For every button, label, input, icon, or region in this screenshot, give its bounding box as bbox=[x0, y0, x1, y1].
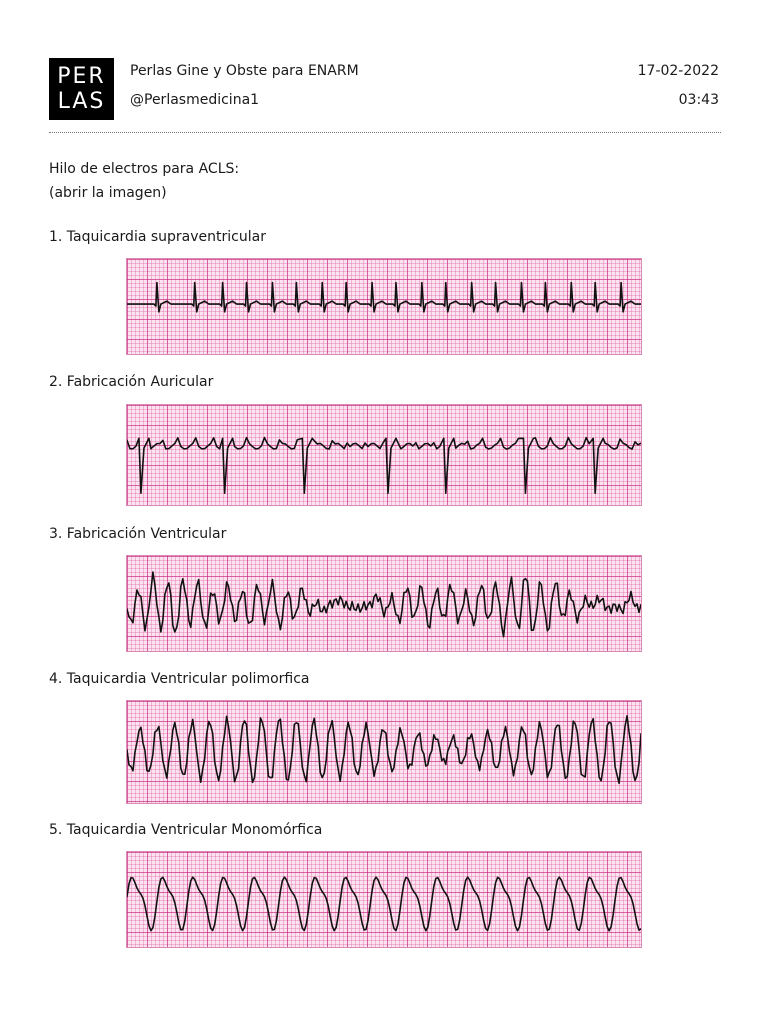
header-title: Perlas Gine y Obste para ENARM bbox=[130, 63, 359, 79]
intro-text bbox=[49, 157, 239, 205]
ecg-strip-polymorphic-vt bbox=[126, 700, 642, 804]
intro-line-1: Hilo de electros para ACLS: bbox=[49, 161, 240, 177]
header-divider bbox=[49, 132, 721, 133]
header-time: 03:43 bbox=[678, 92, 719, 108]
ecg-label-4: 4. Taquicardia Ventricular polimorfica bbox=[49, 671, 310, 687]
brand-logo bbox=[49, 58, 114, 120]
ecg-label-2: 2. Fabricación Auricular bbox=[49, 374, 214, 390]
ecg-label-3: 3. Fabricación Ventricular bbox=[49, 526, 227, 542]
ecg-label-5: 5. Taquicardia Ventricular Monomórfica bbox=[49, 822, 323, 838]
logo-line-1: PER bbox=[57, 64, 106, 89]
intro-line-2: (abrir la imagen) bbox=[49, 185, 167, 201]
header-handle[interactable]: @Perlasmedicina1 bbox=[130, 92, 260, 108]
ecg-trace-monomorphic-vt bbox=[127, 877, 641, 931]
logo-line-2: LAS bbox=[57, 89, 106, 114]
ecg-strip-monomorphic-vt bbox=[126, 851, 642, 948]
ecg-strip-ventricular bbox=[126, 555, 642, 652]
ecg-trace-polymorphic-vt bbox=[127, 716, 641, 783]
ecg-trace-atrial bbox=[127, 438, 641, 494]
ecg-trace-ventricular bbox=[127, 572, 641, 637]
ecg-label-1: 1. Taquicardia supraventricular bbox=[49, 229, 266, 245]
ecg-strip-atrial bbox=[126, 404, 642, 506]
ecg-strip-svt bbox=[126, 258, 642, 355]
header-date: 17-02-2022 bbox=[637, 63, 719, 79]
ecg-trace-svt bbox=[127, 283, 641, 312]
